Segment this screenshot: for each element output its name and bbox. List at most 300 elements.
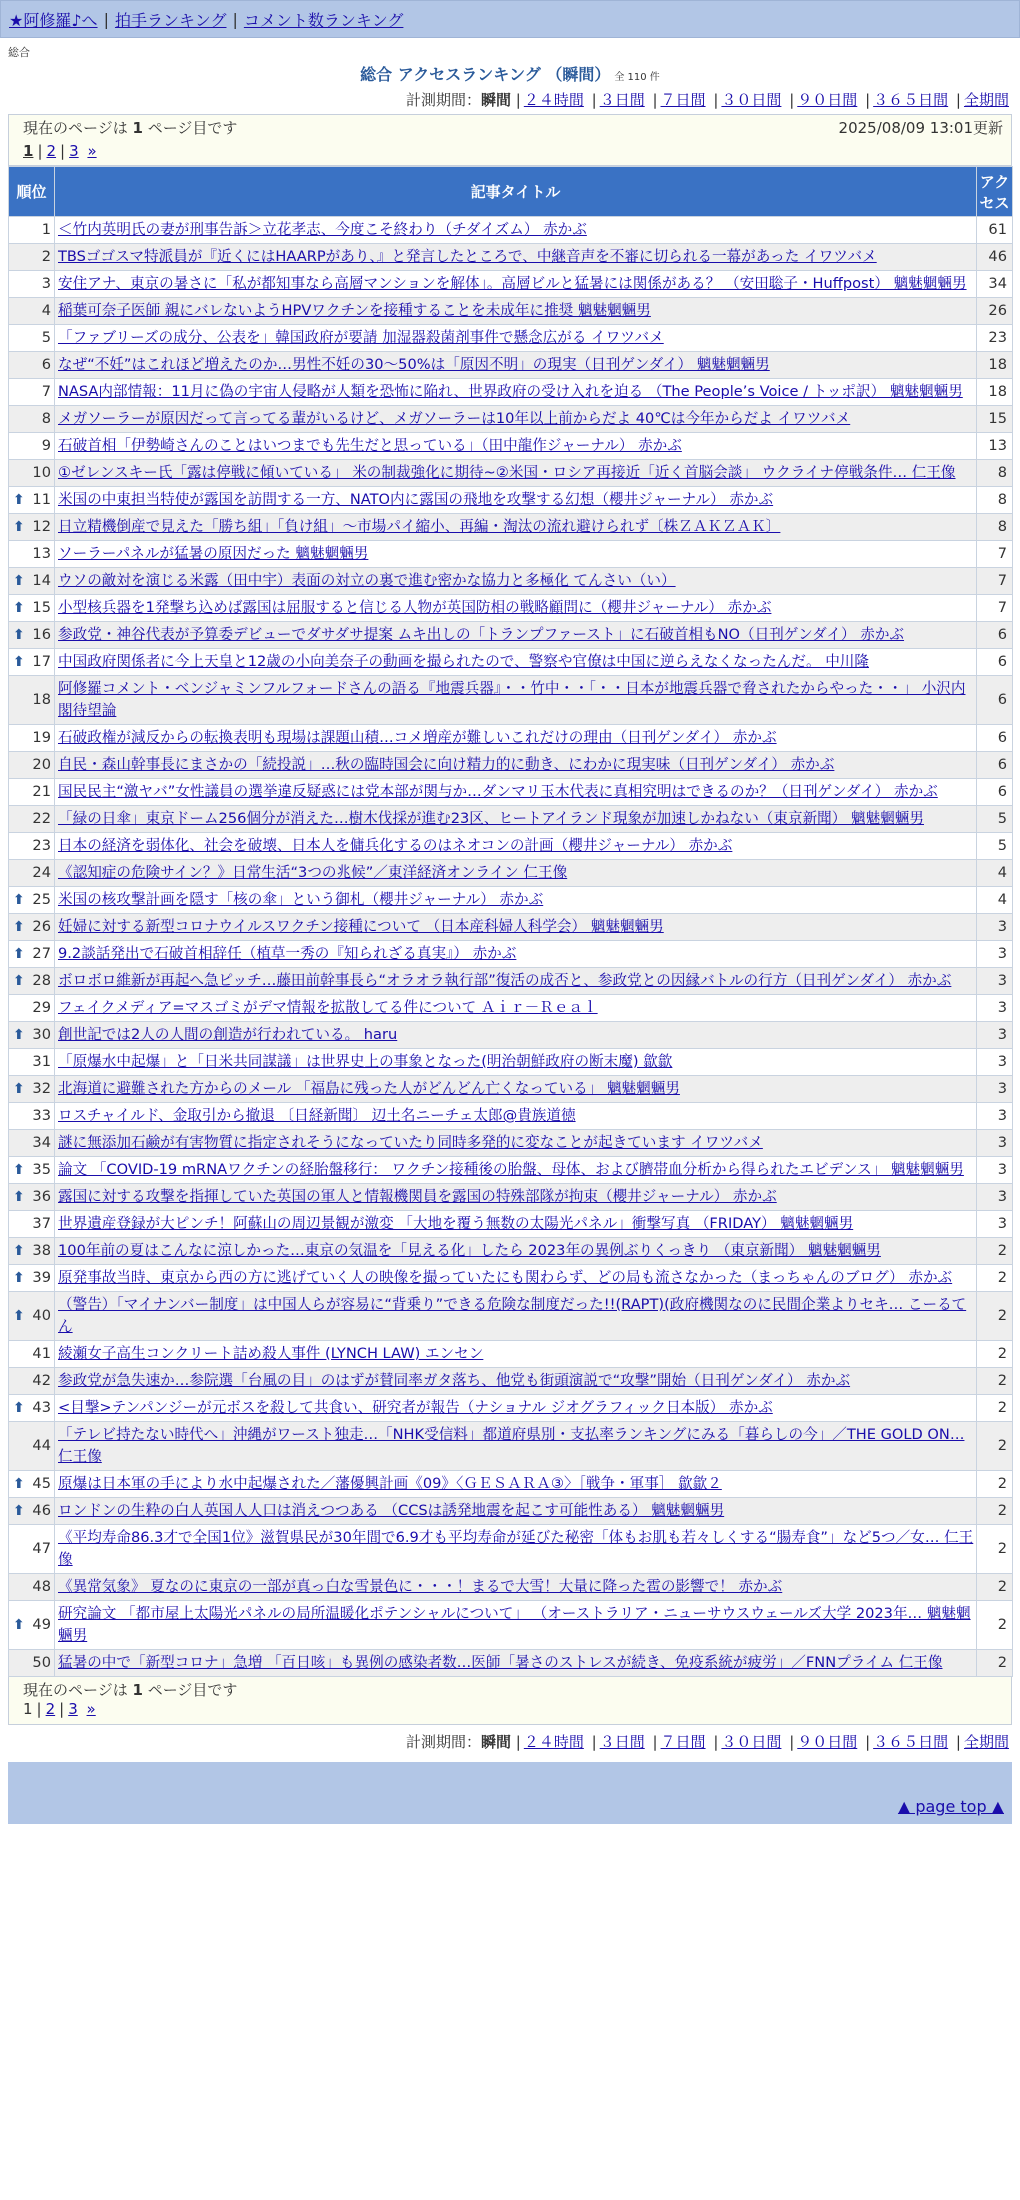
rank-number: 15 [32,599,51,616]
title-cell [55,568,977,595]
access-count: 7 [977,568,1013,595]
table-row [9,1022,1013,1049]
access-count: 2 [977,1498,1013,1525]
article-link[interactable]: 創世記では2人の人間の創造が行われている。 haru [58,1026,398,1043]
table-row [9,779,1013,806]
rank-cell [9,1130,55,1157]
period-separator: | [515,1733,521,1751]
rank-number: 24 [32,864,51,881]
article-link[interactable]: 猛暑の中で「新型コロナ」急増 「百日咳」も異例の感染者数…医師「暑さのストレスが続き、免疫系統が疲労」／FNNプライム 仁王像 [58,1654,943,1671]
rank-cell [9,217,55,244]
rank-cell [9,595,55,622]
period-separator: | [652,1733,658,1751]
title-cell [55,271,977,298]
title-cell [55,460,977,487]
access-count: 13 [977,433,1013,460]
article-link[interactable]: 《認知症の危険サイン？》日常生活“3つの兆候”／東洋経済オンライン 仁王像 [58,864,568,881]
article-link[interactable]: TBSゴゴスマ特派員が『近くにはHAARPがあり、』と発言したところで、中継音声を不審に切られる一幕があった イワツバメ [58,248,877,265]
table-row [9,1157,1013,1184]
rank-cell [9,860,55,887]
access-count: 6 [977,725,1013,752]
table-row [9,1292,1013,1341]
rank-cell [9,833,55,860]
rank-number: 29 [32,999,51,1016]
article-link[interactable]: フェイクメディア=マスゴミがデマ情報を拡散してる件について Ａｉｒ－Ｒｅａｌ [58,999,598,1016]
access-count: 6 [977,752,1013,779]
access-count: 8 [977,514,1013,541]
rank-cell [9,325,55,352]
pager-next[interactable]: » [87,142,97,160]
table-row [9,1130,1013,1157]
page-status-post: ページ目です [147,1681,238,1699]
pager [23,1700,997,1718]
article-link[interactable]: ソーラーパネルが猛暑の原因だった 魑魅魍魎男 [58,545,369,562]
rank-number: 25 [32,891,51,908]
access-count: 2 [977,1422,1013,1471]
up-arrow-icon: ⬆ [13,1617,25,1633]
article-link[interactable]: 「テレビ持たない時代へ」沖縄がワースト独走…「NHK受信料」都道府県別・支払率ランキングにみる「暮らしの今」／THE GOLD ON… 仁王像 [58,1426,965,1465]
rank-cell [9,941,55,968]
table-row [9,271,1013,298]
rank-number: 12 [32,518,51,535]
title-cell [55,914,977,941]
access-count: 2 [977,1238,1013,1265]
access-count: 15 [977,406,1013,433]
rank-number: 11 [32,491,51,508]
access-count: 3 [977,1076,1013,1103]
access-count: 6 [977,622,1013,649]
period-link[interactable]: ３６５日間 [873,1733,949,1751]
article-link[interactable]: 参政党が急失速か…参院選「台風の目」のはずが賛同率ガタ落ち、他党も街頭演説で“攻撃”開始（日刊ゲンダイ） 赤かぶ [58,1372,851,1389]
access-count: 3 [977,1130,1013,1157]
period-selector [0,89,1020,110]
article-link[interactable]: 謎に無添加石鹸が有害物質に指定されそうになっていたり同時多発的に変なことが起きています イワツバメ [58,1134,763,1151]
title-cell [55,352,977,379]
access-count: 8 [977,460,1013,487]
access-count: 2 [977,1471,1013,1498]
article-link[interactable]: ボロボロ維新が再起へ急ピッチ…藤田前幹事長ら“オラオラ執行部”復活の成否と、参政党との因縁バトルの行方（日刊ゲンダイ） 赤かぶ [58,972,952,989]
col-access-header: アクセス [977,167,1013,217]
article-link[interactable]: 世界遺産登録が大ピンチ！阿蘇山の周辺景観が激変 「大地を覆う無数の太陽光パネル」衝撃写真 （FRIDAY） 魑魅魍魎男 [58,1215,854,1232]
table-row [9,1422,1013,1471]
page-title-text: 総合 アクセスランキング （瞬間） [360,65,611,84]
access-count: 3 [977,1211,1013,1238]
period-link[interactable]: ７日間 [660,1733,706,1751]
pager-separator: | [37,142,43,160]
comment-ranking-link[interactable]: コメント数ランキング [243,10,404,30]
rank-number: 21 [32,783,51,800]
title-cell [55,1368,977,1395]
title-cell [55,244,977,271]
article-link[interactable]: 北海道に避難された方からのメール 「福島に残った人がどんどん亡くなっている」 魑魅魍魎男 [58,1080,680,1097]
up-arrow-icon: ⬆ [13,1400,25,1416]
up-arrow-icon: ⬆ [13,892,25,908]
title-cell [55,887,977,914]
rank-cell [9,1292,55,1341]
article-link[interactable]: 石破政権が減反からの転換表明も現場は課題山積…コメ増産が難しいこれだけの理由（日刊ゲンダイ） 赤かぶ [58,729,777,746]
rank-cell [9,1368,55,1395]
up-arrow-icon: ⬆ [13,946,25,962]
up-arrow-icon: ⬆ [13,1503,25,1519]
article-link[interactable]: （警告）「マイナンバー制度」は中国人らが容易に“背乗り”できる危険な制度だった!!(RAPT)(政府機関なのに民間企業よりセキ… こーるてん [58,1296,967,1335]
rank-cell [9,995,55,1022]
article-link[interactable]: 安住アナ、東京の暑さに「私が都知事なら高層マンションを解体」。高層ビルと猛暑には関係がある？ （安田聡子・Huffpost） 魑魅魍魎男 [58,275,967,292]
rank-cell [9,1157,55,1184]
rank-cell [9,1601,55,1650]
pager-separator: | [60,142,66,160]
title-cell [55,833,977,860]
table-row [9,860,1013,887]
title-cell [55,1341,977,1368]
rank-number: 32 [32,1080,51,1097]
table-row [9,433,1013,460]
table-row [9,1341,1013,1368]
rank-cell [9,1184,55,1211]
rank-number: 41 [32,1345,51,1362]
period-separator: | [515,91,521,109]
page-top-bar [8,1792,1012,1824]
title-cell [55,941,977,968]
article-link[interactable]: 研究論文 「都市屋上太陽光パネルの局所温暖化ポテンシャルについて」 （オーストラリア・ニューサウスウェールズ大学 2023年… 魑魅魍魎男 [58,1605,971,1644]
nav-separator: | [232,9,238,29]
article-link[interactable]: 稲葉可奈子医師 親にバレないようHPVワクチンを接種することを未成年に推奨 魑魅魍魎男 [58,302,651,319]
rank-number: 10 [32,464,51,481]
title-cell [55,1130,977,1157]
access-count: 3 [977,1184,1013,1211]
article-link[interactable]: 阿修羅コメント・ベンジャミンフルフォードさんの語る『地震兵器』・・竹中・・「・・日本が地震兵器で脅されたからやった・・」 小沢内閣待望論 [58,680,966,719]
table-row [9,1265,1013,1292]
title-cell [55,1422,977,1471]
pager-link[interactable]: 3 [69,142,79,160]
article-link[interactable]: 論文 「COVID-19 mRNAワクチンの経胎盤移行： ワクチン接種後の胎盤、母体、および臍帯血分析から得られたエビデンス」 魑魅魍魎男 [58,1161,964,1178]
title-cell [55,1049,977,1076]
title-cell [55,595,977,622]
rank-cell [9,514,55,541]
rank-number: 33 [32,1107,51,1124]
rank-cell [9,752,55,779]
period-link[interactable]: ３日間 [599,91,645,109]
rank-cell [9,1395,55,1422]
access-count: 2 [977,1525,1013,1574]
period-separator: | [591,1733,597,1751]
col-title-header: 記事タイトル [55,167,977,217]
rank-cell [9,887,55,914]
article-link[interactable]: メガソーラーが原因だって言ってる輩がいるけど、メガソーラーは10年以上前からだよ 40℃は今年からだよ イワツバメ [58,410,851,427]
article-link[interactable]: 《平均寿命86.3才で全国1位》滋賀県民が30年間で6.9才も平均寿命が延びた秘密「体もお肌も若々しくする“腸寿食”」など5つ／女… 仁王像 [58,1529,974,1568]
title-cell [55,1265,977,1292]
article-link[interactable]: 原爆は日本軍の手により水中起爆された／藩優興計画《09》〈ＧＥＳＡＲＡ③〉［戦争・軍事］ 歙歙２ [58,1475,722,1492]
article-link[interactable]: 妊婦に対する新型コロナウイルスワクチン接種について （日本産科婦人科学会） 魑魅魍魎男 [58,918,664,935]
table-row [9,325,1013,352]
rank-number: 16 [32,626,51,643]
up-arrow-icon: ⬆ [13,919,25,935]
period-separator: | [789,1733,795,1751]
up-arrow-icon: ⬆ [13,973,25,989]
rank-number: 27 [32,945,51,962]
period-link[interactable]: ２４時間 [523,91,584,109]
access-count: 2 [977,1368,1013,1395]
period-separator: | [955,91,961,109]
rank-number: 7 [41,383,51,400]
title-cell [55,1601,977,1650]
table-row [9,752,1013,779]
article-link[interactable]: 米国の中東担当特使が露国を訪問する一方、NATO内に露国の飛地を攻撃する幻想（櫻井ジャーナル） 赤かぶ [58,491,774,508]
up-arrow-icon: ⬆ [13,1027,25,1043]
table-row [9,568,1013,595]
period-label: 計測期間： [405,1733,481,1751]
period-link[interactable]: ７日間 [660,91,706,109]
article-link[interactable]: 自民・森山幹事長にまさかの「続投説」…秋の臨時国会に向け精力的に動き、にわかに現実味（日刊ゲンダイ） 赤かぶ [58,756,835,773]
ranking-table [8,166,1013,1677]
rank-number: 46 [32,1502,51,1519]
access-count: 2 [977,1395,1013,1422]
access-count: 2 [977,1341,1013,1368]
period-separator: | [713,1733,719,1751]
article-link[interactable]: 100年前の夏はこんなに涼しかった…東京の気温を「見える化」したら 2023年の異例ぶりくっきり （東京新聞） 魑魅魍魎男 [58,1242,881,1259]
period-separator: | [789,91,795,109]
article-link[interactable]: 米国の核攻撃計画を隠す「核の傘」という御札（櫻井ジャーナル） 赤かぶ [58,891,544,908]
title-cell [55,1574,977,1601]
rank-cell [9,406,55,433]
rank-cell [9,244,55,271]
rank-number: 34 [32,1134,51,1151]
access-count: 2 [977,1292,1013,1341]
rank-number: 31 [32,1053,51,1070]
rank-number: 8 [41,410,51,427]
page-status-num: 1 [132,1681,143,1699]
table-row [9,725,1013,752]
table-row [9,1238,1013,1265]
rank-number: 2 [41,248,51,265]
up-arrow-icon: ⬆ [13,1243,25,1259]
access-count: 3 [977,914,1013,941]
table-row [9,806,1013,833]
rank-cell [9,352,55,379]
article-link[interactable]: ウソの敵対を演じる米露（田中宇）表面の対立の裏で進む密かな協力と多極化 てんさい（い） [58,572,676,589]
updated-time: 2025/08/09 13:01更新 [838,119,1003,137]
footer-bar [8,1762,1012,1792]
rank-number: 38 [32,1242,51,1259]
title-cell [55,1157,977,1184]
up-arrow-icon: ⬆ [13,1308,25,1324]
title-cell [55,1525,977,1574]
article-link[interactable]: ＜竹内英明氏の妻が刑事告訴＞立花孝志、今度こそ終わり（チダイズム） 赤かぶ [58,221,587,238]
rank-number: 45 [32,1475,51,1492]
title-cell [55,541,977,568]
access-count: 3 [977,968,1013,995]
rank-cell [9,779,55,806]
article-link[interactable]: ロンドンの生粋の白人英国人人口は消えつつある （CCSは誘発地震を起こす可能性ある） 魑魅魍魎男 [58,1502,725,1519]
rank-cell [9,649,55,676]
period-separator: | [652,91,658,109]
rank-number: 42 [32,1372,51,1389]
rank-number: 39 [32,1269,51,1286]
table-row [9,1184,1013,1211]
table-row [9,833,1013,860]
rank-number: 28 [32,972,51,989]
title-cell [55,514,977,541]
page-info-box [8,114,1012,166]
access-count: 2 [977,1650,1013,1677]
access-count: 2 [977,1574,1013,1601]
period-link[interactable]: 全期間 [963,91,1009,109]
period-separator: | [713,91,719,109]
article-link[interactable]: 中国政府関係者に今上天皇と12歳の小向美奈子の動画を撮られたので、警察や官僚は中国に逆らえなくなったんだ。 中川隆 [58,653,869,670]
rank-number: 36 [32,1188,51,1205]
rank-cell [9,1076,55,1103]
pager-current: 1 [23,1700,33,1718]
rank-cell [9,806,55,833]
access-count: 34 [977,271,1013,298]
rank-cell [9,1238,55,1265]
table-row [9,676,1013,725]
rank-cell [9,725,55,752]
rank-number: 4 [41,302,51,319]
rank-number: 9 [41,437,51,454]
period-current: 瞬間 [480,91,511,109]
pager-current: 1 [23,142,34,160]
table-row [9,1650,1013,1677]
pager-separator: | [59,1700,65,1718]
access-count: 3 [977,995,1013,1022]
title-cell [55,1650,977,1677]
page-top-link[interactable]: ▲ page top ▲ [897,1797,1004,1816]
access-count: 6 [977,649,1013,676]
rank-cell [9,568,55,595]
article-link[interactable]: なぜ“不妊”はこれほど増えたのか…男性不妊の30～50%は「原因不明」の現実（日刊ゲンダイ） 魑魅魍魎男 [58,356,770,373]
table-row [9,487,1013,514]
table-row [9,1395,1013,1422]
home-link[interactable]: ★阿修羅♪へ [9,10,98,30]
article-link[interactable]: 露国に対する攻撃を指揮していた英国の軍人と情報機関員を露国の特殊部隊が拘束（櫻井ジャーナル） 赤かぶ [58,1188,777,1205]
table-row [9,914,1013,941]
rank-cell [9,1574,55,1601]
access-count: 26 [977,298,1013,325]
clap-ranking-link[interactable]: 拍手ランキング [114,10,227,30]
rank-number: 5 [41,329,51,346]
article-link[interactable]: 綾瀬女子高生コンクリート詰め殺人事件 (LYNCH LAW) エンセン [58,1345,484,1362]
article-link[interactable]: NASA内部情報：11月に偽の宇宙人侵略が人類を恐怖に陥れ、世界政府の受け入れを迫る （The People’s Voice / トッポ訳） 魑魅魍魎男 [58,383,963,400]
article-link[interactable]: 「緑の日傘」東京ドーム256個分が消えた…樹木伐採が進む23区、ヒートアイランド現象が加速しかねない（東京新聞） 魑魅魍魎男 [58,810,924,827]
article-link[interactable]: 国民民主“激ヤバ”女性議員の選挙違反疑惑には党本部が関与か…ダンマリ玉木代表に真相究明はできるのか？（日刊ゲンダイ） 赤かぶ [58,783,938,800]
rank-number: 1 [41,221,51,238]
title-cell [55,1022,977,1049]
period-link[interactable]: ９０日間 [797,91,858,109]
table-row [9,1076,1013,1103]
table-row [9,1574,1013,1601]
rank-number: 49 [32,1616,51,1633]
article-link[interactable]: 参政党・神谷代表が予算委デビューでダサダサ提案 ムキ出しの「トランプファースト」に石破首相もNO（日刊ゲンダイ） 赤かぶ [58,626,905,643]
up-arrow-icon: ⬆ [13,600,25,616]
table-row [9,968,1013,995]
access-count: 3 [977,941,1013,968]
period-link[interactable]: ３０日間 [721,1733,782,1751]
article-link[interactable]: 原発事故当時、東京から西の方に逃げていく人の映像を撮っていたにも関わらず、どの局も流さなかった（まっちゃんのブログ） 赤かぶ [58,1269,953,1286]
access-count: 61 [977,217,1013,244]
access-count: 2 [977,1601,1013,1650]
title-cell [55,860,977,887]
period-link[interactable]: ３日間 [599,1733,645,1751]
article-link[interactable]: 9.2談話発出で石破首相辞任（植草一秀の『知られざる真実』） 赤かぶ [58,945,517,962]
article-link[interactable]: <目撃>テンパンジーが元ボスを殺して共食い、研究者が報告（ナショナル ジオグラフィック日本版） 赤かぶ [58,1399,773,1416]
article-link[interactable]: ロスチャイルド、金取引から撤退 〔日経新聞〕 辺土名ニーチェ太郎@貴族道徳 [58,1107,576,1124]
title-cell [55,1076,977,1103]
rank-cell [9,379,55,406]
period-selector-bottom [0,1731,1020,1752]
table-row [9,244,1013,271]
up-arrow-icon: ⬆ [13,519,25,535]
table-row [9,541,1013,568]
title-cell [55,995,977,1022]
table-row [9,995,1013,1022]
table-row [9,1049,1013,1076]
access-count: 6 [977,779,1013,806]
article-link[interactable]: 石破首相「伊勢崎さんのことはいつまでも先生だと思っている」（田中龍作ジャーナル） 赤かぶ [58,437,682,454]
pager-link[interactable]: 2 [46,142,57,160]
rank-number: 17 [32,653,51,670]
article-link[interactable]: 「ファブリーズの成分、公表を」韓国政府が要請 加湿器殺菌剤事件で懸念広がる イワツバメ [58,329,664,346]
rank-cell [9,487,55,514]
period-link[interactable]: ２４時間 [523,1733,584,1751]
title-cell [55,1471,977,1498]
rank-cell [9,1211,55,1238]
pager-link[interactable]: 2 [45,1700,56,1718]
period-link[interactable]: ９０日間 [797,1733,858,1751]
rank-number: 6 [41,356,51,373]
article-link[interactable]: 《異常気象》 夏なのに東京の一部が真っ白な雪景色に・・・！まるで大雪！大量に降った雹の影響で！ 赤かぶ [58,1578,783,1595]
rank-cell [9,541,55,568]
rank-number: 43 [32,1399,51,1416]
page-title [0,62,1020,85]
title-cell [55,325,977,352]
access-count: 18 [977,379,1013,406]
title-cell [55,1292,977,1341]
title-cell [55,779,977,806]
title-cell [55,806,977,833]
rank-cell [9,622,55,649]
rank-cell [9,676,55,725]
period-link[interactable]: ３６５日間 [873,91,949,109]
access-count: 2 [977,1265,1013,1292]
access-count: 3 [977,1049,1013,1076]
title-cell [55,1498,977,1525]
pager-link[interactable]: 3 [68,1700,78,1718]
article-link[interactable]: 日本の経済を弱体化、社会を破壊、日本人を傭兵化するのはネオコンの計画（櫻井ジャーナル） 赤かぶ [58,837,733,854]
rank-cell [9,298,55,325]
access-count: 8 [977,487,1013,514]
table-row [9,941,1013,968]
period-separator: | [865,91,871,109]
article-link[interactable]: 「原爆水中起爆」と「日米共同謀議」は世界史上の事象となった(明治朝鮮政府の断末魔) 歙歙 [58,1053,673,1070]
article-link[interactable]: 日立精機倒産で見えた「勝ち組」「負け組」～市場パイ縮小、再編・淘汰の流れ避けられず〔株ＺＡＫＺＡＫ〕 [58,518,781,535]
access-count: 7 [977,595,1013,622]
title-cell [55,1238,977,1265]
article-link[interactable]: 小型核兵器を1発撃ち込めば露国は屈服すると信じる人物が英国防相の戦略顧問に（櫻井ジャーナル） 赤かぶ [58,599,772,616]
rank-cell [9,1650,55,1677]
period-link[interactable]: ３０日間 [721,91,782,109]
table-row [9,217,1013,244]
article-link[interactable]: ①ゼレンスキー氏「露は停戦に傾いている」 米の制裁強化に期待~②米国・ロシア再接近「近く首脳会談」 ウクライナ停戦条件… 仁王像 [58,464,956,481]
rank-cell [9,1498,55,1525]
pager-next[interactable]: » [86,1700,96,1718]
table-row [9,514,1013,541]
up-arrow-icon: ⬆ [13,654,25,670]
rank-cell [9,968,55,995]
period-link[interactable]: 全期間 [963,1733,1009,1751]
title-cell [55,487,977,514]
period-separator: | [591,91,597,109]
rank-number: 40 [32,1307,51,1324]
